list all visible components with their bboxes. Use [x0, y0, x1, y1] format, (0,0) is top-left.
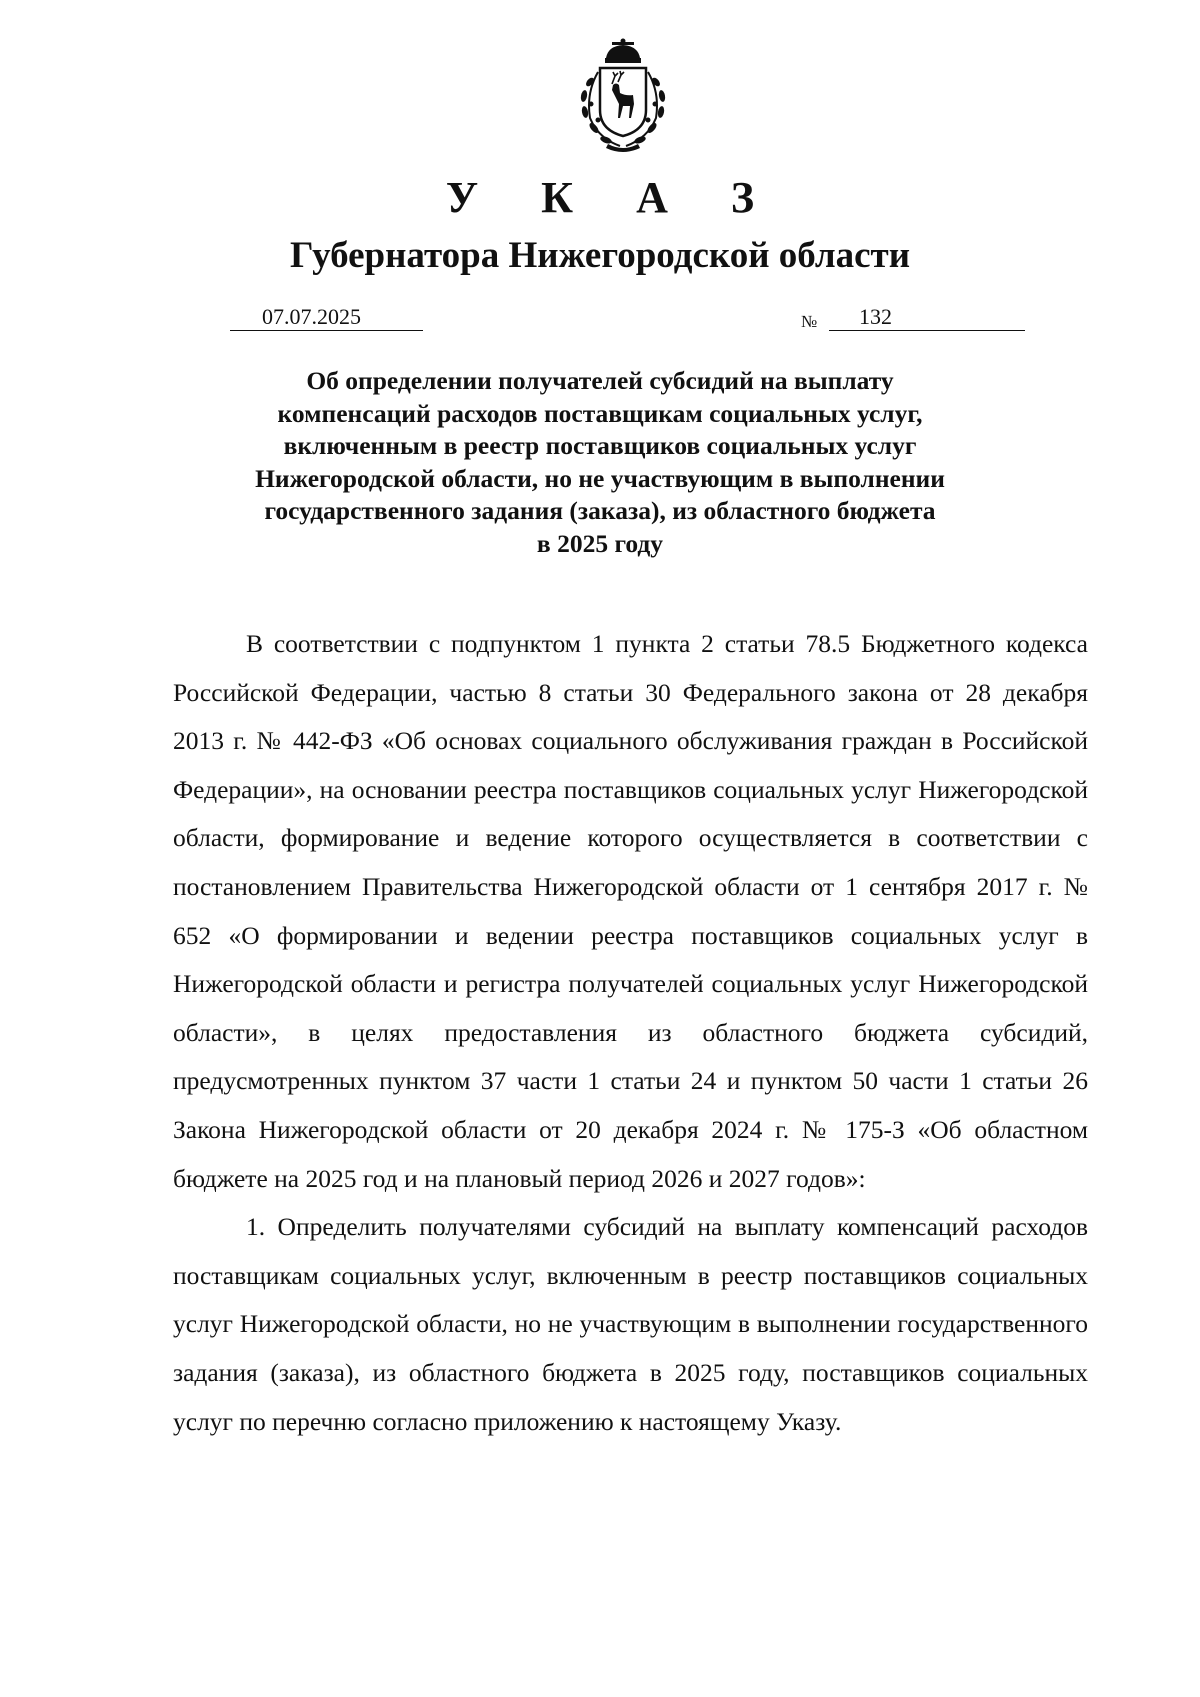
number-sign: № [801, 312, 818, 331]
subject-line: Об определении получателей субсидий на выплату [306, 366, 894, 395]
clause-1-paragraph: 1. Определить получателями субсидий на выплату компенсаций расходов поставщикам социальных услуг, включенным в реестр поставщиков социальных услуг Нижегородской области, но не участвующим в выполнении государственного задания (заказа), из областного бюджета в 2025 году, поставщиков социальных услуг по перечню согласно приложению к настоящему Указу. [173, 1212, 1088, 1436]
subject-line: государственного задания (заказа), из областного бюджета [264, 496, 936, 525]
decree-title: У К А З [445, 173, 781, 222]
decree-number: 132 [829, 304, 1025, 331]
decree-date: 07.07.2025 [230, 304, 423, 331]
subject-line: включенным в реестр поставщиков социальных услуг [283, 431, 917, 460]
preamble-paragraph: В соответствии с подпунктом 1 пункта 2 статьи 78.5 Бюджетного кодекса Российской Федерации, частью 8 статьи 30 Федерального закона от 28 декабря 2013 г. № 442-ФЗ «Об основах социального обслуживания граждан в Российской Федерации», на основании реестра поставщиков социальных услуг Нижегородской области, формирование и ведение которого осуществляется в соответствии с постановлением Правительства Нижегородской области от 1 сентября 2017 г. № 652 «О формировании и ведении реестра поставщиков социальных услуг в Нижегородской области и регистра получателей социальных услуг Нижегородской области», в целях предоставления из областного бюджета субсидий, предусмотренных пунктом 37 части 1 статьи 24 и пунктом 50 части 1 статьи 26 Закона Нижегородской области от 20 декабря 2024 г. № 175-З «Об областном бюджете на 2025 год и на плановый период 2026 и 2027 годов»: [173, 629, 1088, 1193]
decree-subject [200, 365, 1000, 560]
subject-line: в 2025 году [536, 528, 664, 558]
subject-line: Нижегородской области, но не участвующим в выполнении [255, 463, 945, 493]
coat-of-arms-icon [568, 38, 678, 153]
decree-body [173, 620, 1088, 1446]
subject-line: компенсаций расходов поставщикам социальных услуг, [277, 398, 923, 428]
issuer-title: Губернатора Нижегородской области [289, 235, 911, 276]
